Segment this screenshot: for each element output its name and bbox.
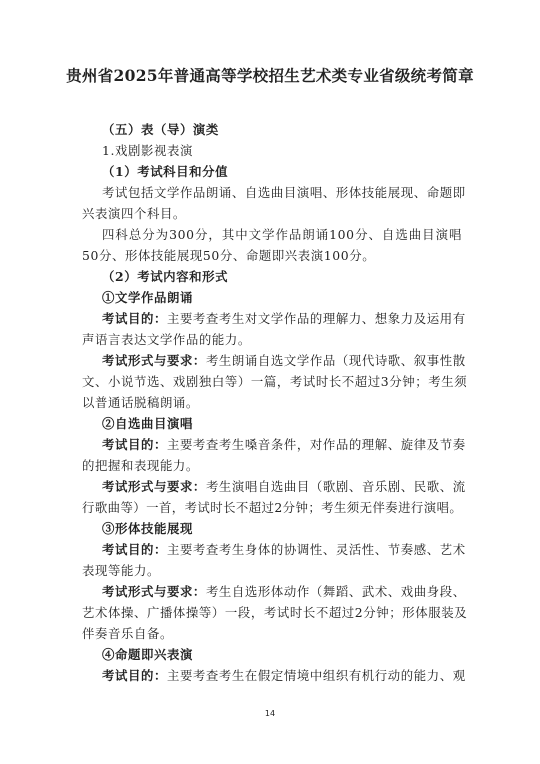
paragraph-line: 考试形式与要求：考生自选形体动作（舞蹈、武术、戏曲身段、 [102,584,466,599]
document-title: 贵州省2025年普通高等学校招生艺术类专业省级统考简章 [66,66,474,85]
item-heading-content-format: （2）考试内容和形式 [102,269,229,284]
paragraph-line: 考试目的：主要考查考生对文学作品的理解力、想象力及运用有 [102,311,466,326]
label-exam-purpose: 考试目的： [102,437,167,452]
subsection-heading-drama-film: 1.戏剧影视表演 [102,143,193,158]
label-exam-purpose: 考试目的： [102,668,167,683]
label-exam-format: 考试形式与要求： [102,353,206,368]
subject-heading-body-skills: ③形体技能展现 [102,521,193,536]
paragraph-line: 考试形式与要求：考生朗诵自选文学作品（现代诗歌、叙事性散 [102,353,466,368]
paragraph-line: 声语言表达文学作品的能力。 [82,332,251,347]
paragraph-line: 四科总分为300分，其中文学作品朗诵100分、自选曲目演唱 [102,227,462,242]
label-exam-format: 考试形式与要求： [102,479,206,494]
label-exam-purpose: 考试目的： [102,311,167,326]
paragraph-line: 兴表演四个科目。 [82,206,186,221]
item-heading-subjects-scores: （1）考试科目和分值 [102,164,229,179]
paragraph-line: 行歌曲等）一首，考试时长不超过2分钟；考生须无伴奏进行演唱。 [82,500,462,515]
paragraph-line: 50分、形体技能展现50分、命题即兴表演100分。 [82,248,376,263]
subject-heading-improvisation: ④命题即兴表演 [102,647,193,662]
paragraph-line: 考试形式与要求：考生演唱自选曲目（歌剧、音乐剧、民歌、流 [102,479,466,494]
paragraph-line: 的把握和表现能力。 [82,458,199,473]
paragraph-line: 以普通话脱稿朗诵。 [82,395,199,410]
paragraph-line: 考试目的：主要考查考生身体的协调性、灵活性、节奏感、艺术 [102,542,466,557]
paragraph-line: 表现等能力。 [82,563,160,578]
section-heading-performance: （五）表（导）演类 [102,122,219,137]
page-number: 14 [264,709,276,718]
paragraph-line: 考试目的：主要考查考生在假定情境中组织有机行动的能力、观 [102,668,466,683]
subject-heading-literary-recitation: ①文学作品朗诵 [102,290,193,305]
label-exam-purpose: 考试目的： [102,542,167,557]
label-exam-format: 考试形式与要求： [102,584,206,599]
paragraph-line: 考试目的：主要考查考生嗓音条件，对作品的理解、旋律及节奏 [102,437,466,452]
paragraph-line: 伴奏音乐自备。 [82,626,173,641]
paragraph-line: 文、小说节选、戏剧独白等）一篇，考试时长不超过3分钟；考生须 [82,374,468,389]
paragraph-line: 艺术体操、广播体操等）一段，考试时长不超过2分钟；形体服装及 [82,605,468,620]
paragraph-line: 考试包括文学作品朗诵、自选曲目演唱、形体技能展现、命题即 [102,185,466,200]
subject-heading-song-performance: ②自选曲目演唱 [102,416,193,431]
